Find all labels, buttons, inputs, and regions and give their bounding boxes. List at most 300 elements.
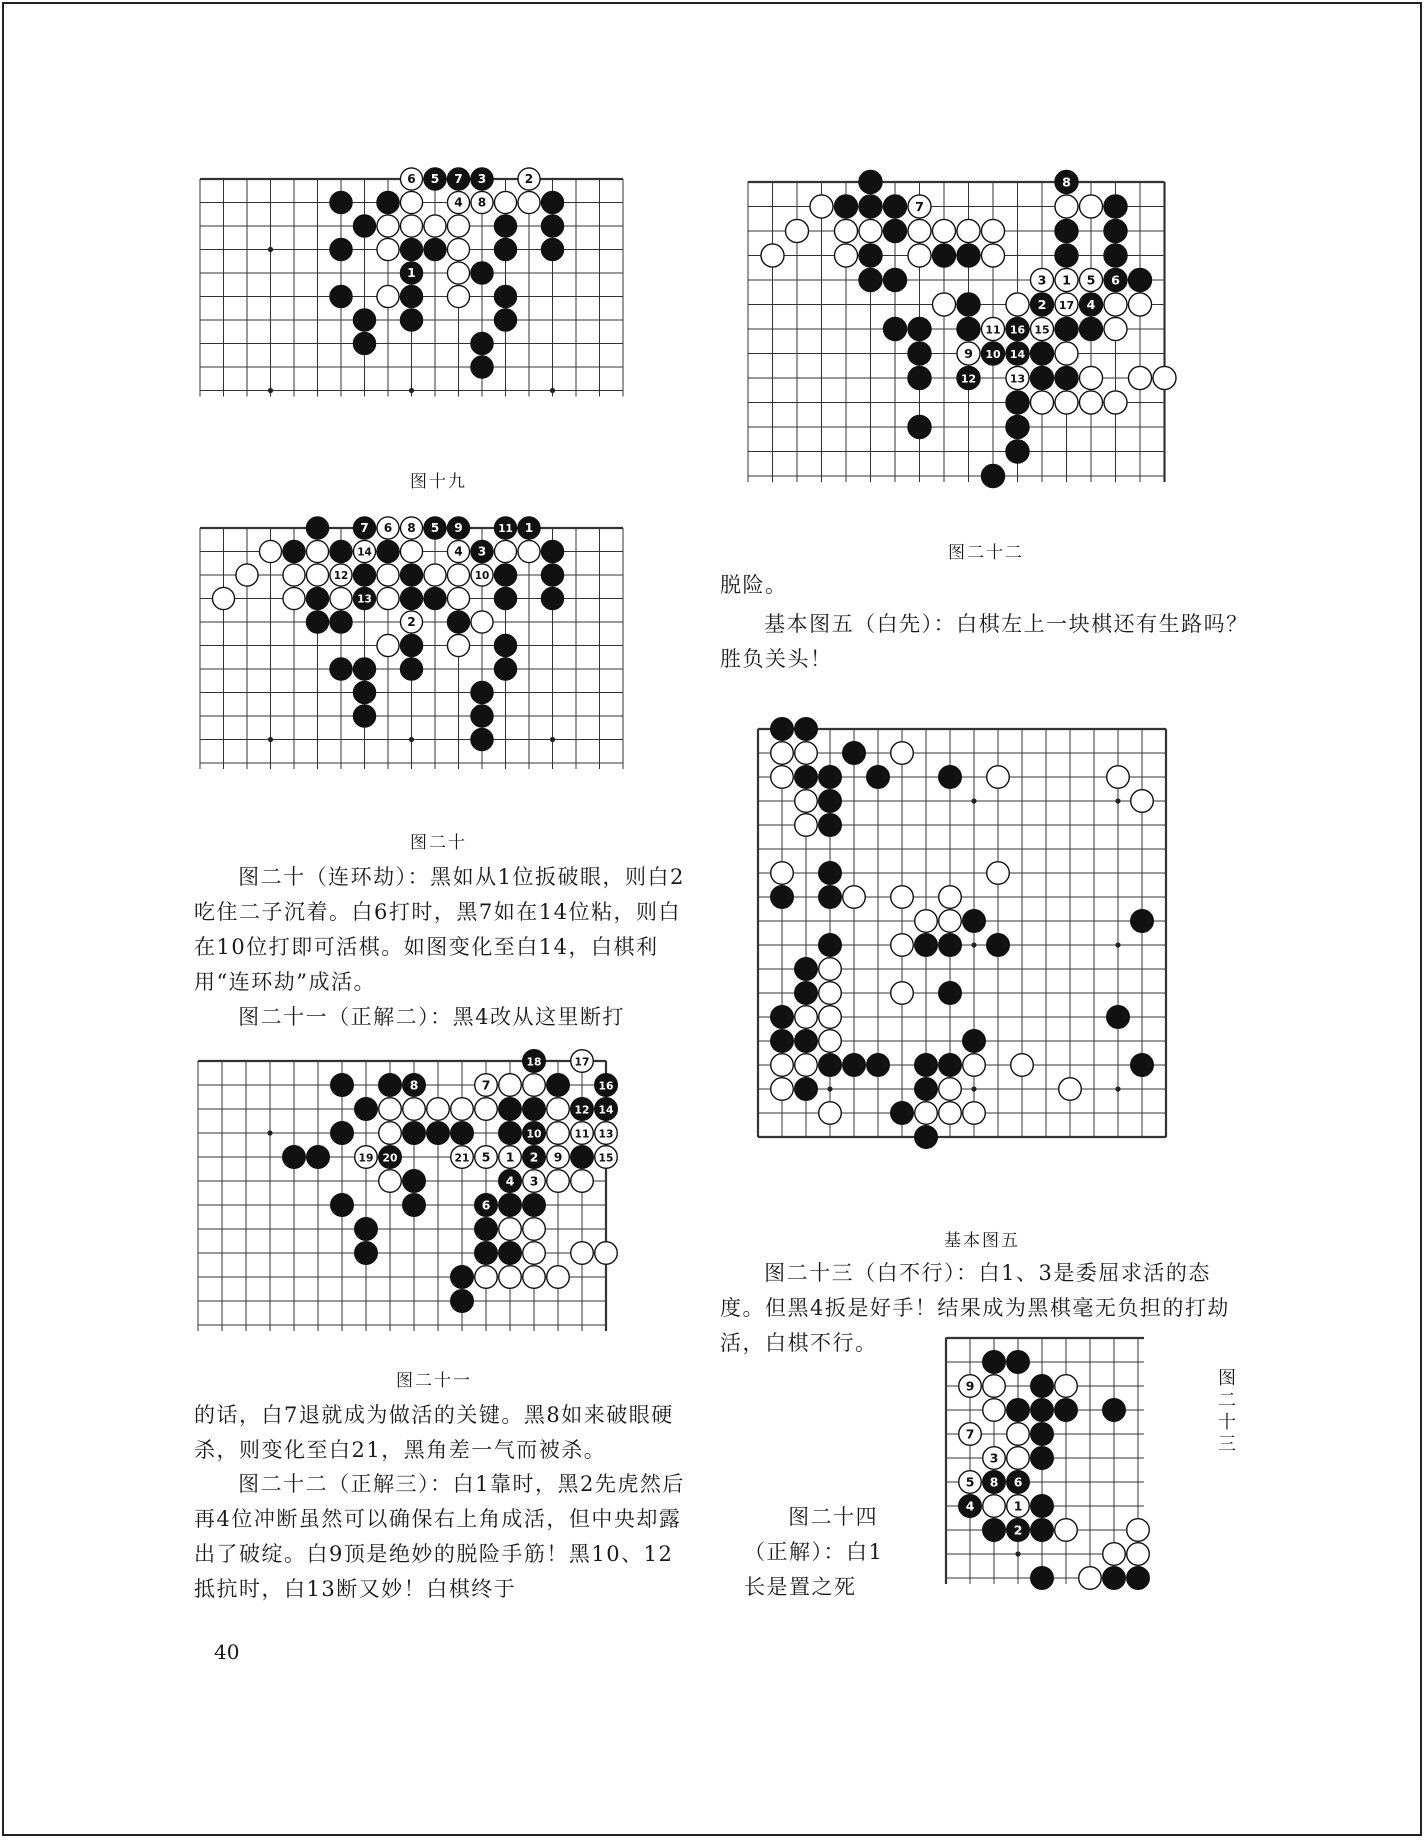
black-stone	[306, 587, 328, 609]
go-diagram-fig22	[742, 176, 1242, 520]
black-stone	[306, 611, 328, 633]
white-stone	[771, 1078, 794, 1101]
black-stone	[541, 191, 563, 213]
black-stone	[957, 293, 980, 316]
white-stone	[1007, 1423, 1030, 1446]
white-stone	[1055, 1375, 1078, 1398]
black-stone	[1031, 1567, 1054, 1590]
move-number: 4	[965, 1498, 975, 1514]
black-stone	[1131, 1054, 1154, 1077]
black-stone	[819, 862, 842, 885]
white-stone	[1128, 366, 1151, 389]
white-stone	[1079, 366, 1102, 389]
black-stone	[475, 1242, 498, 1265]
white-stone	[795, 742, 818, 765]
black-stone	[1031, 1495, 1054, 1518]
black-stone	[424, 587, 446, 609]
white-stone	[283, 587, 305, 609]
black-stone	[819, 1054, 842, 1077]
move-number: 1	[407, 266, 416, 281]
black-stone	[353, 215, 375, 237]
black-stone	[499, 1194, 522, 1217]
white-stone	[795, 1006, 818, 1029]
black-stone	[523, 1194, 546, 1217]
move-number: 11	[498, 523, 513, 536]
move-number: 7	[360, 521, 369, 536]
move-number: 18	[526, 1055, 542, 1069]
black-stone	[499, 1122, 522, 1145]
black-stone	[355, 1218, 378, 1241]
white-stone	[447, 564, 469, 586]
white-stone	[983, 1399, 1006, 1422]
black-stone	[377, 191, 399, 213]
move-number: 13	[1009, 372, 1026, 386]
white-stone	[377, 587, 399, 609]
white-stone	[963, 1054, 986, 1077]
white-stone	[761, 244, 784, 267]
move-number: 8	[407, 521, 416, 536]
black-stone	[795, 958, 818, 981]
black-stone	[1006, 391, 1029, 414]
black-stone	[1104, 195, 1127, 218]
white-stone	[427, 1098, 450, 1121]
white-stone	[571, 1170, 594, 1193]
white-stone	[471, 611, 493, 633]
black-stone	[547, 1074, 570, 1097]
black-stone	[859, 195, 882, 218]
paragraph-fig20: 图二十（连环劫）：黑如从1位扳破眼，则白2吃住二子沉着。白6打时，黑7如在14位粘，则白在10位打即可活棋。如图变化至白14，白棋利用“连环劫”成活。	[194, 865, 685, 994]
move-number: 9	[553, 1149, 563, 1165]
move-number: 5	[965, 1474, 975, 1490]
black-stone	[1055, 219, 1078, 242]
white-stone	[915, 910, 938, 933]
black-stone	[908, 415, 931, 438]
move-number: 2	[407, 615, 416, 630]
go-diagram-basic5	[738, 705, 1238, 1205]
move-number: 9	[454, 521, 463, 536]
black-stone	[400, 238, 422, 260]
white-stone	[1104, 391, 1127, 414]
caption-fig19: 图十九	[410, 472, 467, 492]
move-number: 8	[989, 1474, 999, 1490]
black-stone	[1031, 1399, 1054, 1422]
white-stone	[447, 634, 469, 656]
black-stone	[963, 910, 986, 933]
black-stone	[494, 238, 516, 260]
go-diagram-fig21	[194, 1057, 688, 1349]
white-stone	[1007, 1447, 1030, 1470]
black-stone	[353, 681, 375, 703]
black-stone	[403, 1194, 426, 1217]
white-stone	[819, 1102, 842, 1125]
black-stone	[1107, 1006, 1130, 1029]
black-stone	[377, 540, 399, 562]
black-stone	[1030, 342, 1053, 365]
white-stone	[795, 1054, 818, 1077]
move-number: 14	[357, 546, 372, 559]
white-stone	[523, 1074, 546, 1097]
paragraph-basic5: 基本图五（白先）：白棋左上一块棋还有生路吗？胜负关头！	[720, 612, 1249, 671]
move-number: 4	[505, 1173, 515, 1189]
black-stone	[353, 332, 375, 354]
move-number: 10	[474, 570, 490, 583]
black-stone	[541, 540, 563, 562]
go-diagram-fig19	[196, 172, 690, 438]
caption-basic5: 基本图五	[944, 1231, 1020, 1251]
black-stone	[494, 215, 516, 237]
page-number: 40	[214, 1640, 240, 1664]
black-stone	[330, 238, 352, 260]
black-stone	[883, 268, 906, 291]
black-stone	[283, 1146, 306, 1169]
move-number: 7	[965, 1426, 975, 1442]
black-stone	[1006, 440, 1029, 463]
white-stone	[939, 1078, 962, 1101]
paragraph-fig21-cont: 的话，白7退就成为做活的关键。黑8如来破眼硬杀，则变化至白21，黑角差一气而被杀。	[194, 1403, 674, 1462]
black-stone	[447, 611, 469, 633]
move-number: 1	[1062, 272, 1071, 288]
white-stone	[932, 293, 955, 316]
white-stone	[400, 540, 422, 562]
move-number: 7	[481, 1077, 491, 1093]
black-stone	[475, 1218, 498, 1241]
star-point	[1115, 798, 1120, 803]
black-stone	[306, 517, 328, 539]
move-number: 6	[1013, 1474, 1023, 1490]
paragraph-fig22: 图二十二（正解三）：白1靠时，黑2先虎然后再4位冲断虽然可以确保右上角成活，但中央却露出了破绽。白9顶是绝妙的脱险手筋！黑10、12抵抗时，白13断又妙！白棋终于	[194, 1472, 685, 1601]
white-stone	[330, 587, 352, 609]
black-stone	[939, 934, 962, 957]
black-stone	[859, 244, 882, 267]
black-stone	[1031, 1423, 1054, 1446]
move-number: 10	[526, 1127, 542, 1141]
star-point	[971, 942, 976, 947]
black-stone	[867, 766, 890, 789]
black-stone	[1007, 1399, 1030, 1422]
black-stone	[1128, 268, 1151, 291]
black-stone	[1103, 1567, 1126, 1590]
white-stone	[1079, 1567, 1102, 1590]
go-diagram-fig23	[942, 1334, 1182, 1624]
black-stone	[915, 934, 938, 957]
move-number: 4	[1086, 296, 1096, 312]
move-number: 12	[960, 372, 977, 386]
black-stone	[939, 1054, 962, 1077]
board-grid	[758, 729, 1166, 1137]
white-stone	[547, 1098, 570, 1121]
white-stone	[834, 244, 857, 267]
white-stone	[400, 191, 422, 213]
white-stone	[1055, 342, 1078, 365]
black-stone	[932, 244, 955, 267]
white-stone	[377, 285, 399, 307]
star-point	[827, 1086, 832, 1091]
black-stone	[908, 366, 931, 389]
move-number: 2	[1037, 296, 1047, 312]
white-stone	[983, 1495, 1006, 1518]
black-stone	[963, 1030, 986, 1053]
white-stone	[212, 587, 234, 609]
white-stone	[1059, 1078, 1082, 1101]
white-stone	[1030, 391, 1053, 414]
star-point	[268, 737, 273, 742]
white-stone	[771, 742, 794, 765]
white-stone	[523, 1266, 546, 1289]
stones	[959, 1351, 1150, 1590]
black-stone	[819, 814, 842, 837]
black-stone	[1055, 366, 1078, 389]
black-stone	[908, 317, 931, 340]
move-number: 5	[430, 521, 440, 536]
white-stone	[819, 982, 842, 1005]
move-number: 3	[1037, 272, 1047, 288]
black-stone	[494, 587, 516, 609]
black-stone	[523, 1098, 546, 1121]
black-stone	[1055, 317, 1078, 340]
white-stone	[571, 1242, 594, 1265]
white-stone	[785, 219, 808, 242]
caption-fig20: 图二十	[410, 833, 467, 853]
black-stone	[939, 982, 962, 1005]
white-stone	[403, 1098, 426, 1121]
black-stone	[843, 742, 866, 765]
white-stone	[1127, 1543, 1150, 1566]
white-stone	[915, 1102, 938, 1125]
black-stone	[795, 1030, 818, 1053]
star-point	[971, 798, 976, 803]
move-number: 16	[598, 1079, 614, 1093]
white-stone	[377, 238, 399, 260]
move-number: 12	[333, 570, 349, 583]
move-number: 8	[409, 1077, 419, 1093]
star-point	[267, 1130, 272, 1135]
white-stone	[447, 238, 469, 260]
white-stone	[983, 1375, 1006, 1398]
black-stone	[883, 317, 906, 340]
white-stone	[987, 766, 1010, 789]
black-stone	[494, 634, 516, 656]
black-stone	[771, 886, 794, 909]
black-stone	[283, 540, 305, 562]
black-stone	[983, 1351, 1006, 1374]
white-stone	[795, 814, 818, 837]
white-stone	[939, 910, 962, 933]
white-stone	[475, 1266, 498, 1289]
white-stone	[859, 219, 882, 242]
paragraph-fig23: 图二十三（白不行）：白1、3是委屈求活的态度。但黑4扳是好手！结果成为黑棋毫无负担的打劫活，白棋不行。	[720, 1261, 1230, 1355]
white-stone	[987, 862, 1010, 885]
star-point	[409, 737, 414, 742]
white-stone	[1104, 293, 1127, 316]
black-stone	[471, 681, 493, 703]
black-stone	[330, 191, 352, 213]
black-stone	[451, 1290, 474, 1313]
black-stone	[331, 1122, 354, 1145]
star-point	[1115, 1086, 1120, 1091]
star-point	[1115, 942, 1120, 947]
caption-fig22: 图二十二	[948, 543, 1024, 563]
white-stone	[523, 1242, 546, 1265]
move-number: 15	[1034, 323, 1050, 337]
white-stone	[891, 934, 914, 957]
move-number: 5	[430, 172, 440, 187]
black-stone	[571, 1146, 594, 1169]
move-number: 6	[383, 521, 393, 536]
black-stone	[1131, 910, 1154, 933]
black-stone	[331, 1074, 354, 1097]
white-stone	[1127, 1519, 1150, 1542]
paragraph-fig24: 图二十四（正解）：白1长是置之死	[744, 1505, 884, 1599]
white-stone	[981, 244, 1004, 267]
black-stone	[353, 309, 375, 331]
black-stone	[859, 268, 882, 291]
black-stone	[353, 658, 375, 680]
white-stone	[379, 1122, 402, 1145]
white-stone	[283, 564, 305, 586]
white-stone	[377, 634, 399, 656]
move-number: 19	[358, 1151, 374, 1165]
move-number: 5	[1086, 272, 1096, 288]
move-number: 11	[574, 1127, 590, 1141]
white-stone	[475, 1098, 498, 1121]
move-number: 3	[477, 544, 487, 559]
move-number: 6	[407, 172, 416, 187]
white-stone	[771, 766, 794, 789]
black-stone	[819, 886, 842, 909]
white-stone	[236, 564, 258, 586]
white-stone	[518, 191, 540, 213]
black-stone	[330, 285, 352, 307]
black-stone	[795, 982, 818, 1005]
move-number: 3	[529, 1173, 539, 1189]
black-stone	[471, 705, 493, 727]
move-number: 13	[357, 593, 372, 606]
white-stone	[1055, 1519, 1078, 1542]
white-stone	[891, 742, 914, 765]
star-point	[409, 388, 414, 393]
black-stone	[1055, 1399, 1078, 1422]
white-stone	[595, 1242, 618, 1265]
white-stone	[379, 1170, 402, 1193]
black-stone	[1031, 1447, 1054, 1470]
caption-fig21: 图二十一	[396, 1371, 472, 1391]
paragraph-fig21-start: 图二十一（正解二）：黑4改从这里断打	[238, 1005, 625, 1029]
white-stone	[891, 886, 914, 909]
move-number: 14	[598, 1103, 614, 1117]
white-stone	[1055, 391, 1078, 414]
black-stone	[494, 658, 516, 680]
black-stone	[1079, 317, 1102, 340]
black-stone	[819, 766, 842, 789]
white-stone	[447, 587, 469, 609]
white-stone	[400, 215, 422, 237]
move-number: 5	[481, 1149, 491, 1165]
black-stone	[843, 1054, 866, 1077]
white-stone	[1055, 195, 1078, 218]
star-point	[268, 388, 273, 393]
move-number: 1	[505, 1149, 515, 1165]
white-stone	[499, 1266, 522, 1289]
black-stone	[1103, 1399, 1126, 1422]
white-stone	[499, 1218, 522, 1241]
move-number: 17	[574, 1055, 590, 1069]
white-stone	[518, 540, 540, 562]
star-point	[550, 737, 555, 742]
white-stone	[908, 219, 931, 242]
white-stone	[891, 982, 914, 1005]
black-stone	[541, 587, 563, 609]
black-stone	[834, 195, 857, 218]
move-number: 2	[1013, 1522, 1023, 1538]
black-stone	[819, 934, 842, 957]
black-stone	[400, 658, 422, 680]
black-stone	[915, 1054, 938, 1077]
move-number: 14	[1009, 347, 1026, 361]
black-stone	[330, 540, 352, 562]
stones	[771, 718, 1154, 1149]
black-stone	[771, 1030, 794, 1053]
white-stone	[1011, 1054, 1034, 1077]
black-stone	[541, 564, 563, 586]
white-stone	[451, 1098, 474, 1121]
white-stone	[843, 886, 866, 909]
star-point	[268, 247, 273, 252]
black-stone	[400, 564, 422, 586]
white-stone	[547, 1122, 570, 1145]
black-stone	[400, 634, 422, 656]
white-stone	[306, 564, 328, 586]
white-stone	[424, 564, 446, 586]
black-stone	[331, 1194, 354, 1217]
black-stone	[400, 309, 422, 331]
black-stone	[1030, 366, 1053, 389]
black-stone	[915, 1078, 938, 1101]
move-number: 16	[1009, 323, 1026, 337]
move-number: 1	[1013, 1498, 1023, 1514]
white-stone	[447, 262, 469, 284]
black-stone	[424, 238, 446, 260]
black-stone	[1055, 244, 1078, 267]
black-stone	[1031, 1519, 1054, 1542]
black-stone	[403, 1122, 426, 1145]
black-stone	[379, 1074, 402, 1097]
white-stone	[1006, 293, 1029, 316]
move-number: 12	[574, 1103, 590, 1117]
black-stone	[471, 728, 493, 750]
black-stone	[908, 342, 931, 365]
move-number: 6	[481, 1197, 491, 1213]
white-stone	[939, 1102, 962, 1125]
black-stone	[330, 611, 352, 633]
paragraph-escape: 脱险。	[720, 573, 788, 597]
white-stone	[908, 244, 931, 267]
move-number: 17	[1058, 298, 1075, 312]
black-stone	[427, 1122, 450, 1145]
black-stone	[795, 766, 818, 789]
white-stone	[494, 540, 516, 562]
black-stone	[471, 356, 493, 378]
move-number: 2	[529, 1149, 539, 1165]
move-number: 8	[1062, 174, 1071, 190]
black-stone	[891, 1102, 914, 1125]
black-stone	[795, 1078, 818, 1101]
white-stone	[1153, 366, 1176, 389]
white-stone	[981, 219, 1004, 242]
black-stone	[795, 718, 818, 741]
black-stone	[330, 658, 352, 680]
board-grid	[198, 1061, 606, 1331]
move-number: 15	[598, 1151, 614, 1165]
